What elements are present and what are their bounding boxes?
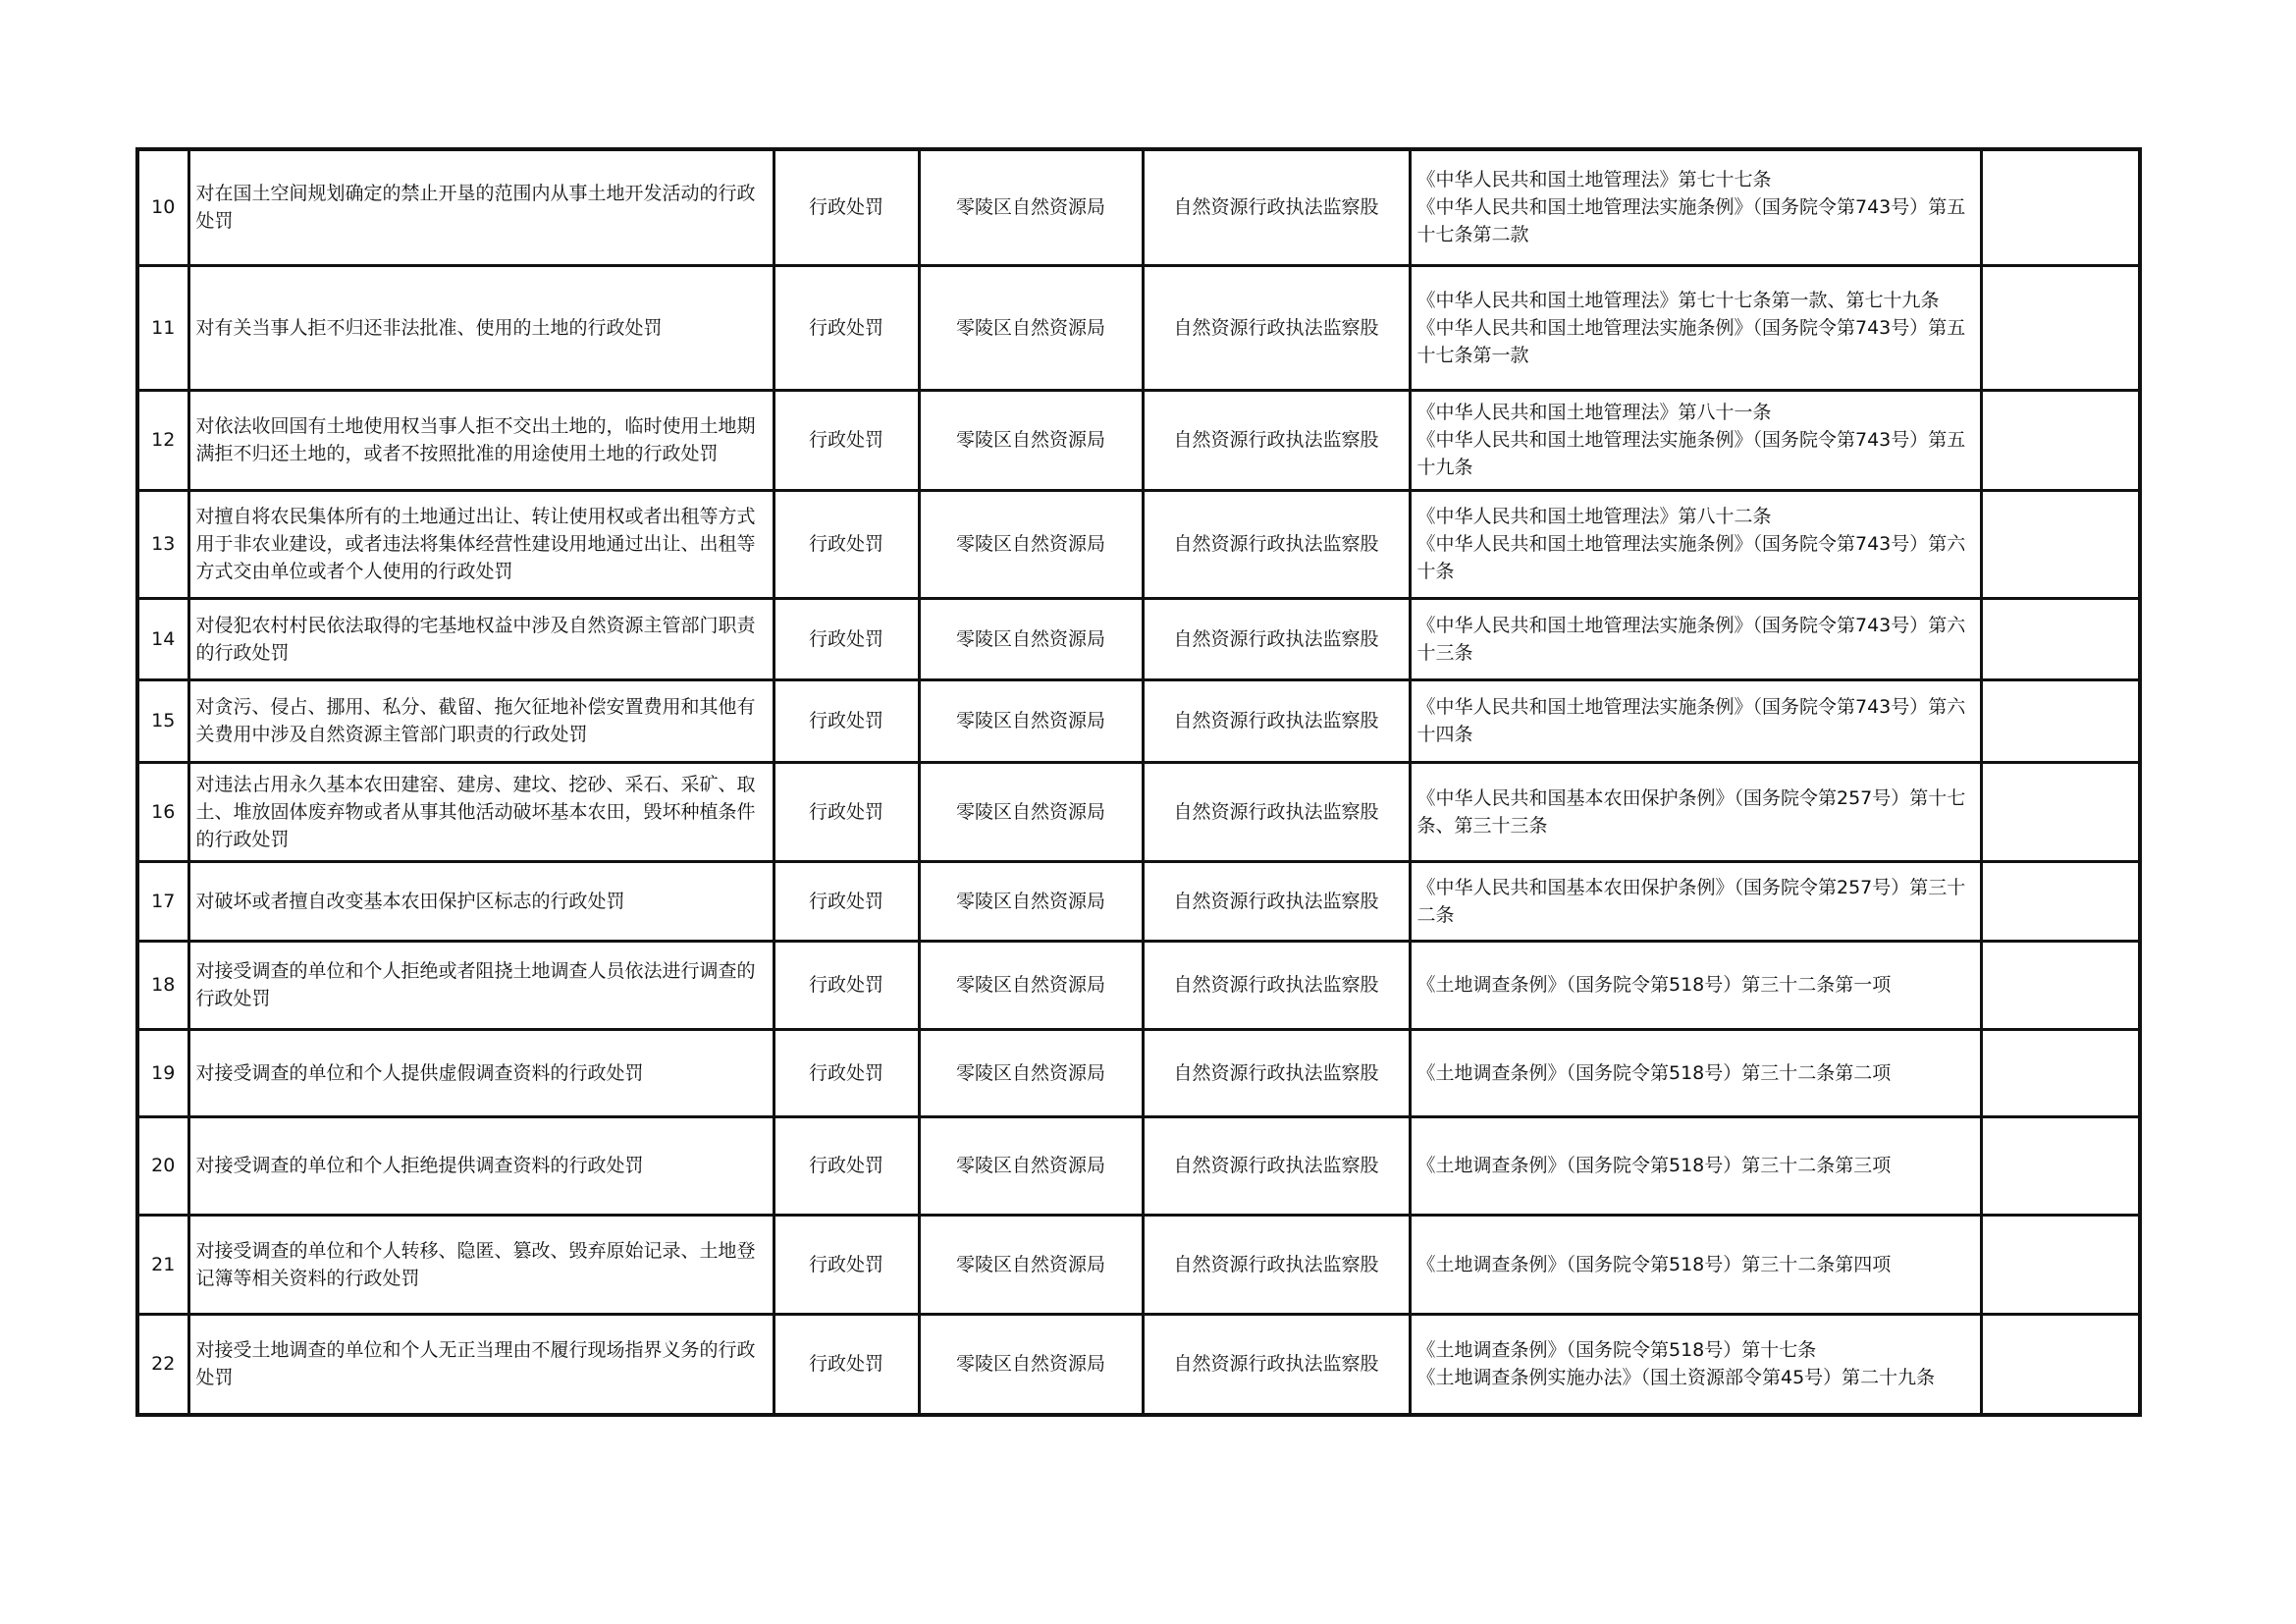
enforcement-subject: 零陵区自然资源局 bbox=[919, 1029, 1143, 1116]
responsible-department: 自然资源行政执法监察股 bbox=[1143, 762, 1410, 861]
remarks bbox=[1981, 679, 2140, 762]
legal-basis bbox=[1410, 679, 1981, 762]
legal-basis bbox=[1410, 598, 1981, 679]
responsible-department: 自然资源行政执法监察股 bbox=[1143, 390, 1410, 490]
legal-basis bbox=[1410, 1029, 1981, 1116]
row-number: 16 bbox=[137, 762, 188, 861]
power-list-table bbox=[135, 147, 2142, 1417]
table-row bbox=[137, 941, 2140, 1029]
table-row bbox=[137, 679, 2140, 762]
legal-basis bbox=[1410, 1215, 1981, 1314]
table-row bbox=[137, 149, 2140, 265]
legal-basis bbox=[1410, 941, 1981, 1029]
legal-basis-line: 《中华人民共和国土地管理法》第七十七条第一款、第七十九条 bbox=[1416, 289, 1940, 311]
responsible-department: 自然资源行政执法监察股 bbox=[1143, 941, 1410, 1029]
responsible-department: 自然资源行政执法监察股 bbox=[1143, 861, 1410, 941]
power-type: 行政处罚 bbox=[774, 941, 919, 1029]
item-name: 对破坏或者擅自改变基本农田保护区标志的行政处罚 bbox=[188, 861, 774, 941]
legal-basis-line: 《土地调查条例》（国务院令第518号）第三十二条第一项 bbox=[1416, 974, 1892, 996]
table-row bbox=[137, 598, 2140, 679]
row-number: 19 bbox=[137, 1029, 188, 1116]
row-number: 18 bbox=[137, 941, 188, 1029]
legal-basis bbox=[1410, 762, 1981, 861]
responsible-department: 自然资源行政执法监察股 bbox=[1143, 1314, 1410, 1415]
enforcement-subject: 零陵区自然资源局 bbox=[919, 598, 1143, 679]
legal-basis bbox=[1410, 490, 1981, 598]
item-name: 对违法占用永久基本农田建窑、建房、建坟、挖砂、采石、采矿、取土、堆放固体废弃物或者从事其他活动破坏基本农田，毁坏种植条件的行政处罚 bbox=[188, 762, 774, 861]
enforcement-subject: 零陵区自然资源局 bbox=[919, 762, 1143, 861]
remarks bbox=[1981, 490, 2140, 598]
remarks bbox=[1981, 861, 2140, 941]
item-name: 对接受土地调查的单位和个人无正当理由不履行现场指界义务的行政处罚 bbox=[188, 1314, 774, 1415]
legal-basis bbox=[1410, 149, 1981, 265]
legal-basis-line: 《土地调查条例》（国务院令第518号）第三十二条第四项 bbox=[1416, 1253, 1892, 1275]
enforcement-subject: 零陵区自然资源局 bbox=[919, 1314, 1143, 1415]
table-body bbox=[137, 149, 2140, 1415]
legal-basis-line: 《中华人民共和国土地管理法实施条例》（国务院令第743号）第五十七条第一款 bbox=[1416, 316, 1966, 366]
legal-basis-line: 《土地调查条例》（国务院令第518号）第三十二条第二项 bbox=[1416, 1061, 1892, 1084]
power-type: 行政处罚 bbox=[774, 490, 919, 598]
power-type: 行政处罚 bbox=[774, 1314, 919, 1415]
row-number: 13 bbox=[137, 490, 188, 598]
responsible-department: 自然资源行政执法监察股 bbox=[1143, 598, 1410, 679]
enforcement-subject: 零陵区自然资源局 bbox=[919, 679, 1143, 762]
power-type: 行政处罚 bbox=[774, 1029, 919, 1116]
remarks bbox=[1981, 762, 2140, 861]
legal-basis bbox=[1410, 861, 1981, 941]
enforcement-subject: 零陵区自然资源局 bbox=[919, 1215, 1143, 1314]
legal-basis-line: 《中华人民共和国土地管理法实施条例》（国务院令第743号）第六十条 bbox=[1416, 533, 1966, 582]
remarks bbox=[1981, 149, 2140, 265]
power-type: 行政处罚 bbox=[774, 1215, 919, 1314]
table-row bbox=[137, 1029, 2140, 1116]
item-name: 对贪污、侵占、挪用、私分、截留、拖欠征地补偿安置费用和其他有关费用中涉及自然资源主管部门职责的行政处罚 bbox=[188, 679, 774, 762]
power-type: 行政处罚 bbox=[774, 762, 919, 861]
table-row bbox=[137, 265, 2140, 390]
enforcement-subject: 零陵区自然资源局 bbox=[919, 265, 1143, 390]
power-type: 行政处罚 bbox=[774, 149, 919, 265]
remarks bbox=[1981, 390, 2140, 490]
legal-basis-line: 《中华人民共和国土地管理法实施条例》（国务院令第743号）第六十三条 bbox=[1416, 614, 1966, 664]
remarks bbox=[1981, 941, 2140, 1029]
legal-basis-line: 《中华人民共和国土地管理法实施条例》（国务院令第743号）第六十四条 bbox=[1416, 696, 1966, 745]
enforcement-subject: 零陵区自然资源局 bbox=[919, 390, 1143, 490]
power-type: 行政处罚 bbox=[774, 598, 919, 679]
item-name: 对接受调查的单位和个人提供虚假调查资料的行政处罚 bbox=[188, 1029, 774, 1116]
enforcement-subject: 零陵区自然资源局 bbox=[919, 1116, 1143, 1215]
responsible-department: 自然资源行政执法监察股 bbox=[1143, 1116, 1410, 1215]
legal-basis-line: 《中华人民共和国土地管理法》第八十一条 bbox=[1416, 402, 1772, 423]
table-row bbox=[137, 1116, 2140, 1215]
legal-basis-line: 《中华人民共和国基本农田保护条例》（国务院令第257号）第十七条、第三十三条 bbox=[1416, 786, 1966, 837]
row-number: 14 bbox=[137, 598, 188, 679]
item-name: 对接受调查的单位和个人拒绝提供调查资料的行政处罚 bbox=[188, 1116, 774, 1215]
row-number: 21 bbox=[137, 1215, 188, 1314]
legal-basis-line: 《中华人民共和国土地管理法》第七十七条 bbox=[1416, 169, 1772, 191]
legal-basis bbox=[1410, 265, 1981, 390]
legal-basis bbox=[1410, 1116, 1981, 1215]
row-number: 12 bbox=[137, 390, 188, 490]
table-row bbox=[137, 1215, 2140, 1314]
table-row bbox=[137, 762, 2140, 861]
enforcement-subject: 零陵区自然资源局 bbox=[919, 941, 1143, 1029]
remarks bbox=[1981, 1314, 2140, 1415]
row-number: 10 bbox=[137, 149, 188, 265]
enforcement-subject: 零陵区自然资源局 bbox=[919, 861, 1143, 941]
legal-basis-line: 《中华人民共和国土地管理法实施条例》（国务院令第743号）第五十九条 bbox=[1416, 429, 1966, 478]
responsible-department: 自然资源行政执法监察股 bbox=[1143, 490, 1410, 598]
row-number: 11 bbox=[137, 265, 188, 390]
item-name: 对依法收回国有土地使用权当事人拒不交出土地的，临时使用土地期满拒不归还土地的，或者不按照批准的用途使用土地的行政处罚 bbox=[188, 390, 774, 490]
legal-basis-line: 《土地调查条例》（国务院令第518号）第十七条 bbox=[1416, 1339, 1817, 1362]
item-name: 对擅自将农民集体所有的土地通过出让、转让使用权或者出租等方式用于非农业建设，或者违法将集体经营性建设用地通过出让、出租等方式交由单位或者个人使用的行政处罚 bbox=[188, 490, 774, 598]
enforcement-subject: 零陵区自然资源局 bbox=[919, 490, 1143, 598]
item-name: 对接受调查的单位和个人拒绝或者阻挠土地调查人员依法进行调查的行政处罚 bbox=[188, 941, 774, 1029]
row-number: 20 bbox=[137, 1116, 188, 1215]
remarks bbox=[1981, 598, 2140, 679]
responsible-department: 自然资源行政执法监察股 bbox=[1143, 679, 1410, 762]
responsible-department: 自然资源行政执法监察股 bbox=[1143, 1029, 1410, 1116]
row-number: 15 bbox=[137, 679, 188, 762]
row-number: 17 bbox=[137, 861, 188, 941]
responsible-department: 自然资源行政执法监察股 bbox=[1143, 265, 1410, 390]
table-row bbox=[137, 390, 2140, 490]
table-row bbox=[137, 1314, 2140, 1415]
item-name: 对侵犯农村村民依法取得的宅基地权益中涉及自然资源主管部门职责的行政处罚 bbox=[188, 598, 774, 679]
remarks bbox=[1981, 1116, 2140, 1215]
responsible-department: 自然资源行政执法监察股 bbox=[1143, 149, 1410, 265]
remarks bbox=[1981, 1029, 2140, 1116]
power-type: 行政处罚 bbox=[774, 265, 919, 390]
legal-basis-line: 《中华人民共和国土地管理法》第八十二条 bbox=[1416, 506, 1772, 527]
legal-basis bbox=[1410, 390, 1981, 490]
table-row bbox=[137, 861, 2140, 941]
power-type: 行政处罚 bbox=[774, 861, 919, 941]
power-type: 行政处罚 bbox=[774, 390, 919, 490]
power-type: 行政处罚 bbox=[774, 1116, 919, 1215]
row-number: 22 bbox=[137, 1314, 188, 1415]
legal-basis-line: 《土地调查条例实施办法》（国土资源部令第45号）第二十九条 bbox=[1416, 1367, 1936, 1389]
power-type: 行政处罚 bbox=[774, 679, 919, 762]
legal-basis-line: 《中华人民共和国土地管理法实施条例》（国务院令第743号）第五十七条第二款 bbox=[1416, 196, 1966, 246]
responsible-department: 自然资源行政执法监察股 bbox=[1143, 1215, 1410, 1314]
enforcement-subject: 零陵区自然资源局 bbox=[919, 149, 1143, 265]
item-name: 对在国土空间规划确定的禁止开垦的范围内从事土地开发活动的行政处罚 bbox=[188, 149, 774, 265]
remarks bbox=[1981, 265, 2140, 390]
table-row bbox=[137, 490, 2140, 598]
item-name: 对有关当事人拒不归还非法批准、使用的土地的行政处罚 bbox=[188, 265, 774, 390]
remarks bbox=[1981, 1215, 2140, 1314]
item-name: 对接受调查的单位和个人转移、隐匿、篡改、毁弃原始记录、土地登记簿等相关资料的行政处罚 bbox=[188, 1215, 774, 1314]
legal-basis-line: 《土地调查条例》（国务院令第518号）第三十二条第三项 bbox=[1416, 1155, 1892, 1176]
legal-basis bbox=[1410, 1314, 1981, 1415]
legal-basis-line: 《中华人民共和国基本农田保护条例》（国务院令第257号）第三十二条 bbox=[1416, 876, 1966, 926]
